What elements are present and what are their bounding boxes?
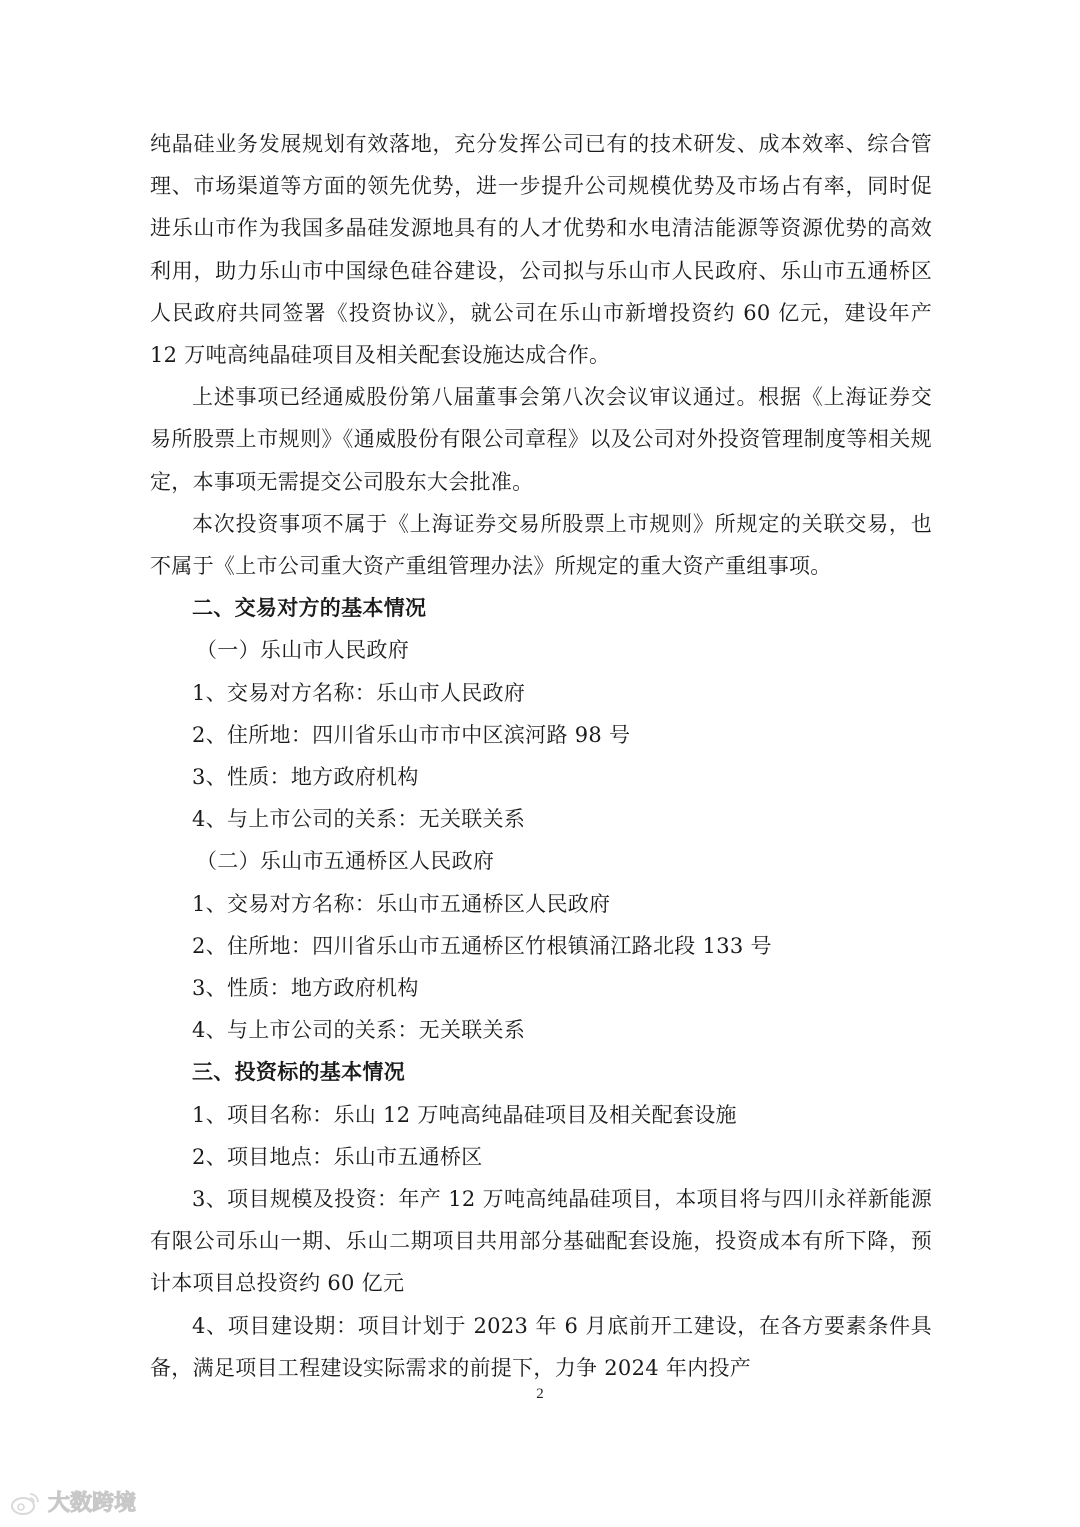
section-heading-investment-target: 三、投资标的基本情况 (192, 1059, 405, 1085)
project-scale-investment: 3、项目规模及投资：年产 12 万吨高纯晶硅项目，本项目将与四川永祥新能源有限公司乐山一期、乐山二期项目共用部分基础配套设施，投资成本有所下降，预计本项目总投资约 60 亿元 (150, 1187, 932, 1296)
page-number: 2 (536, 1386, 544, 1402)
document-body (150, 123, 932, 1389)
paragraph-continuation: 纯晶硅业务发展规划有效落地，充分发挥公司已有的技术研发、成本效率、综合管理、市场渠道等方面的领先优势，进一步提升公司规模优势及市场占有率，同时促进乐山市作为我国多晶硅发源地具有的人才优势和水电清洁能源等资源优势的高效利用，助力乐山市中国绿色硅谷建设，公司拟与乐山市人民政府、乐山市五通桥区人民政府共同签署《投资协议》，就公司在乐山市新增投资约 60 亿元，建设年产 12 万吨高纯晶硅项目及相关配套设施达成合作。 (150, 132, 932, 368)
counterparty-1-name: 1、交易对方名称：乐山市人民政府 (192, 680, 526, 705)
counterparty-2-title: （二）乐山市五通桥区人民政府 (196, 849, 495, 874)
project-name: 1、项目名称：乐山 12 万吨高纯晶硅项目及相关配套设施 (192, 1102, 737, 1127)
counterparty-2-nature: 3、性质：地方政府机构 (192, 976, 419, 1001)
counterparty-1-nature: 3、性质：地方政府机构 (192, 765, 419, 790)
paragraph-not-related-transaction: 本次投资事项不属于《上海证券交易所股票上市规则》所规定的关联交易，也不属于《上市公司重大资产重组管理办法》所规定的重大资产重组事项。 (150, 511, 932, 579)
counterparty-1-address: 2、住所地：四川省乐山市市中区滨河路 98 号 (192, 722, 631, 747)
weibo-icon (10, 1490, 40, 1516)
counterparty-2-name: 1、交易对方名称：乐山市五通桥区人民政府 (192, 891, 611, 916)
counterparty-1-title: （一）乐山市人民政府 (196, 638, 409, 663)
svg-text:大数跨境: 大数跨境 (48, 1490, 137, 1515)
counterparty-2-address: 2、住所地：四川省乐山市五通桥区竹根镇涌江路北段 133 号 (192, 933, 772, 958)
counterparty-1-relationship: 4、与上市公司的关系：无关联关系 (192, 807, 526, 832)
project-location: 2、项目地点：乐山市五通桥区 (192, 1144, 483, 1169)
section-heading-counterparties: 二、交易对方的基本情况 (192, 595, 427, 621)
watermark (10, 1488, 156, 1518)
paragraph-approval: 上述事项已经通威股份第八届董事会第八次会议审议通过。根据《上海证券交易所股票上市规则》《通威股份有限公司章程》以及公司对外投资管理制度等相关规定，本事项无需提交公司股东大会批准。 (150, 385, 932, 494)
counterparty-2-relationship: 4、与上市公司的关系：无关联关系 (192, 1018, 526, 1043)
project-construction-period: 4、项目建设期：项目计划于 2023 年 6 月底前开工建设，在各方要素条件具备，满足项目工程建设实际需求的前提下，力争 2024 年内投产 (150, 1313, 932, 1380)
watermark-text (46, 1488, 156, 1518)
